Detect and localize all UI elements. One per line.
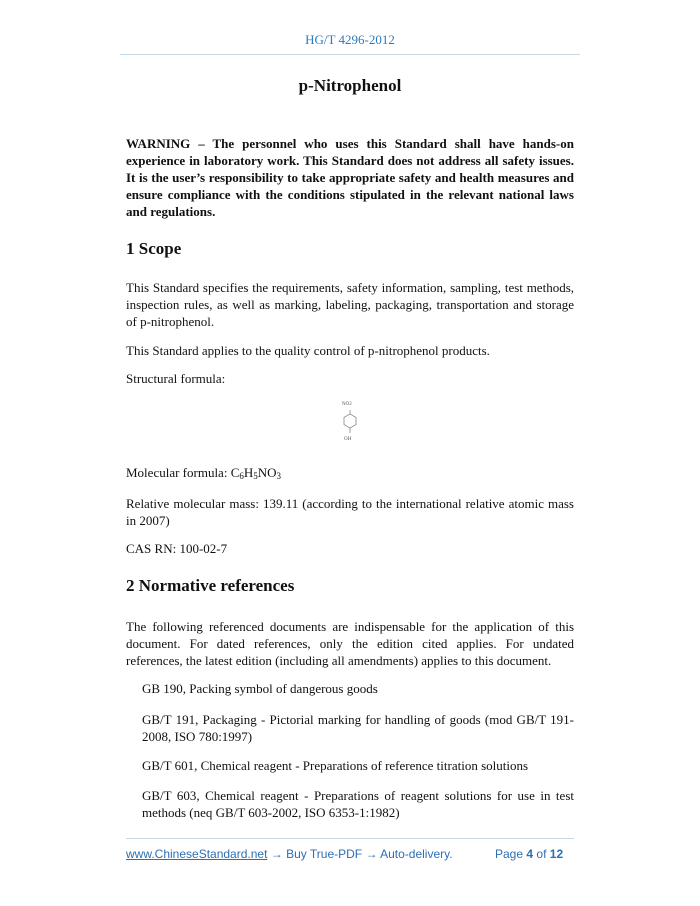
references-intro: The following referenced documents are indispensable for the application of this document. For dated references, only the edition cited applies. For undated references, the latest edition (including all amendments) applies to this document.: [126, 619, 574, 668]
scope-paragraph: This Standard specifies the requirements, safety information, sampling, test methods, inspection rules, as well as marking, labeling, packaging, transportation and storage of p-nitrophenol.: [126, 280, 574, 329]
standard-code-header: HG/T 4296-2012: [305, 32, 395, 47]
relative-molecular-mass: Relative molecular mass: 139.11 (according to the international relative atomic mass in 2007): [126, 496, 574, 528]
structural-formula-image: [335, 402, 365, 447]
reference-item: GB/T 601, Chemical reagent - Preparations of reference titration solutions: [142, 758, 529, 773]
document-title: p-Nitrophenol: [298, 76, 402, 95]
header-divider: [120, 54, 580, 55]
cas-number: CAS RN: 100-02-7: [126, 541, 228, 556]
reference-item: GB/T 191, Packaging - Pictorial marking for handling of goods (mod GB/T 191-2008, ISO 780:1997): [142, 712, 574, 744]
footer-promo: www.ChineseStandard.net → Buy True-PDF → Auto-delivery.: [126, 847, 453, 861]
scope-applies-paragraph: This Standard applies to the quality control of p-nitrophenol products.: [126, 343, 490, 358]
hydroxyl-group-label: OH: [344, 437, 352, 442]
page-indicator: Page 4 of 12: [495, 847, 564, 861]
section-heading-normative-references: 2 Normative references: [126, 576, 295, 595]
reference-item: GB/T 603, Chemical reagent - Preparations of reagent solutions for use in test methods (neq GB/T 603-2002, ISO 6353-1:1982): [142, 788, 574, 820]
warning-paragraph: WARNING – The personnel who uses this Standard shall have hands-on experience in laboratory work. This Standard does not address all safety issues. It is the user’s responsibility to take appropriate safety and health measures and ensure compliance with the conditions stipulated in the relevant national laws and regulations.: [126, 136, 574, 219]
section-heading-scope: 1 Scope: [126, 239, 182, 258]
molecular-formula: Molecular formula: $C_6H_5NO_3$: [126, 465, 282, 481]
reference-item: GB 190, Packing symbol of dangerous goods: [142, 681, 378, 696]
structural-formula-label: Structural formula:: [126, 371, 226, 386]
website-link[interactable]: www.ChineseStandard.net: [126, 847, 268, 861]
nitro-group-label: NO2: [342, 402, 352, 407]
footer-divider: [126, 838, 574, 839]
